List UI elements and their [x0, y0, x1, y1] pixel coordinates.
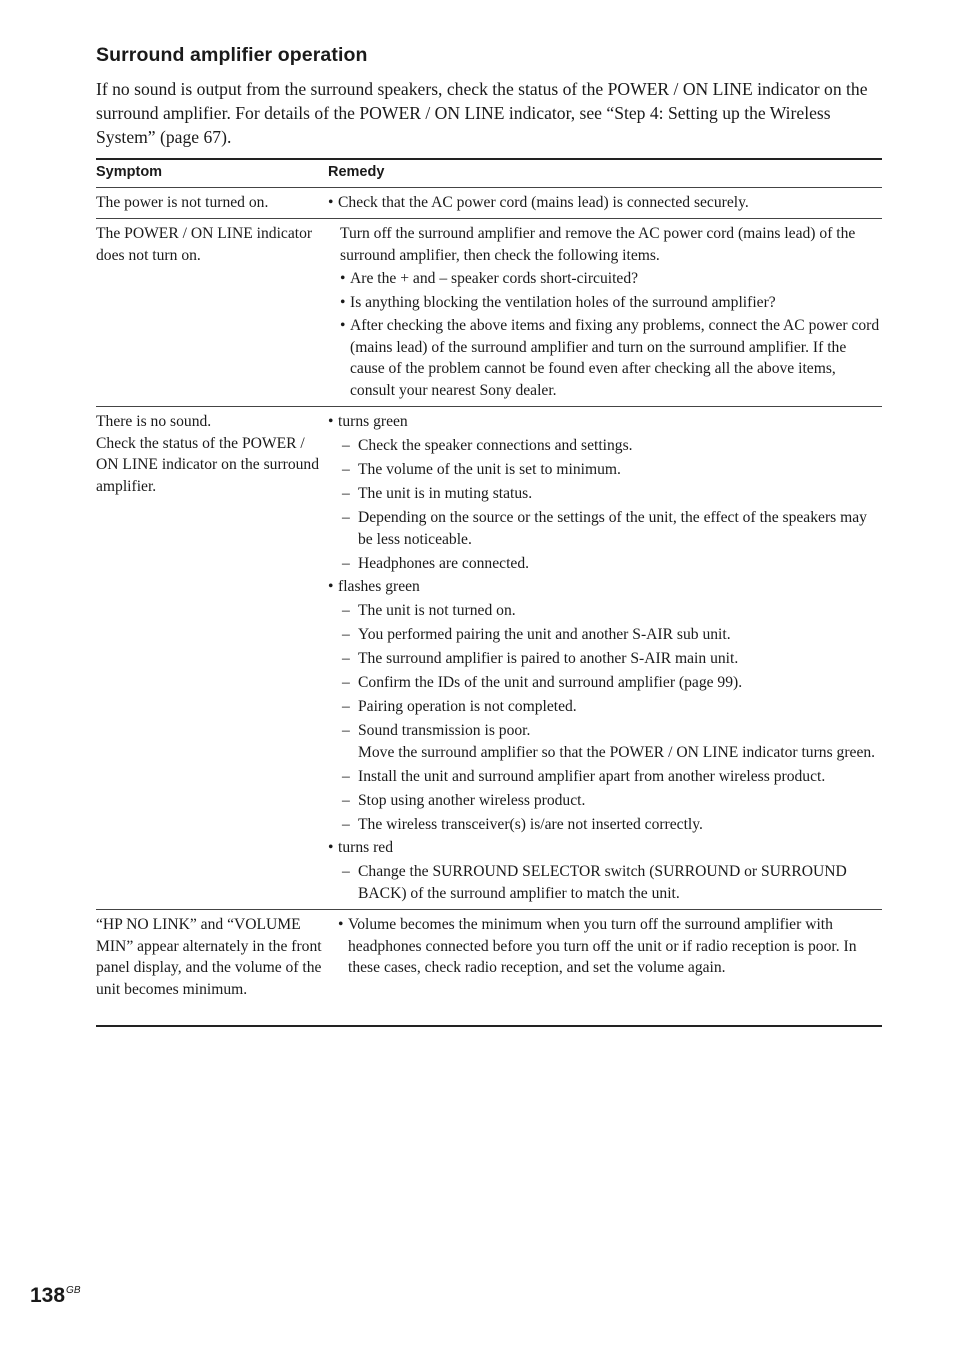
remedy-bullet: • Are the + and – speaker cords short-circuited? — [340, 268, 882, 290]
table-row — [96, 218, 882, 406]
remedy-header: Remedy — [328, 164, 385, 180]
remedy-bullet: • Is anything blocking the ventilation holes of the surround amplifier? — [340, 292, 882, 314]
table-row — [96, 909, 882, 1025]
symptom-cell: The power is not turned on. — [96, 193, 269, 211]
remedy-cell — [340, 219, 882, 406]
status-bullet: • flashes green — [328, 576, 882, 598]
status-bullet: • turns green — [328, 411, 882, 433]
remedy-dash-subtext: Move the surround amplifier so that the POWER / ON LINE indicator turns green. — [358, 743, 876, 761]
remedy-dash-item: – Confirm the IDs of the unit and surround amplifier (page 99). — [328, 672, 882, 694]
table-row — [96, 188, 882, 219]
symptom-cell: “HP NO LINK” and “VOLUME MIN” appear alternately in the front panel display, and the volume of the unit becomes minimum. — [96, 916, 322, 998]
remedy-dash-item: – Install the unit and surround amplifier apart from another wireless product. — [328, 766, 882, 788]
remedy-dash-item: – Check the speaker connections and settings. — [328, 435, 882, 457]
symptom-cell: The POWER / ON LINE indicator does not turn on. — [96, 225, 313, 264]
remedy-dash-item: – The unit is not turned on. — [328, 600, 882, 622]
page-number-suffix: GB — [66, 1285, 81, 1296]
remedy-dash-item: – Change the SURROUND SELECTOR switch (SURROUND or SURROUND BACK) of the surround amplifier to match the unit. — [328, 861, 882, 904]
remedy-bullet: • After checking the above items and fixing any problems, connect the AC power cord (mains lead) of the surround amplifier and turn on the surround amplifier. If the cause of the problem cannot be found even after checking all the above items, consult your nearest Sony dealer. — [340, 315, 882, 401]
intro-paragraph: If no sound is output from the surround speakers, check the status of the POWER / ON LINE indicator on the surround amplifier. For details of the POWER / ON LINE indicator, see “Step 4: Setting up the Wireless System” (page 67). — [96, 79, 868, 147]
remedy-dash-item: – The unit is in muting status. — [328, 483, 882, 505]
symptom-text: Check the status of the POWER / ON LINE indicator on the surround amplifier. — [96, 434, 320, 495]
remedy-dash-item: – You performed pairing the unit and another S-AIR sub unit. — [328, 624, 882, 646]
remedy-bullet: • Check that the AC power cord (mains lead) is connected securely. — [328, 192, 882, 214]
page-number-value: 138 — [30, 1284, 66, 1307]
symptom-cell — [96, 407, 328, 909]
remedy-cell — [328, 188, 882, 219]
remedy-dash-item: – Pairing operation is not completed. — [328, 696, 882, 718]
remedy-dash-item: – Depending on the source or the settings of the unit, the effect of the speakers may be less noticeable. — [328, 507, 882, 550]
remedy-cell — [328, 407, 882, 909]
section-heading: Surround amplifier operation — [96, 44, 368, 66]
symptom-header: Symptom — [96, 164, 163, 180]
status-bullet: • turns red — [328, 837, 882, 859]
remedy-cell — [338, 910, 882, 1025]
remedy-dash-item: – The surround amplifier is paired to another S-AIR main unit. — [328, 648, 882, 670]
remedy-dash-item: – Stop using another wireless product. — [328, 790, 882, 812]
remedy-bullet: • Volume becomes the minimum when you turn off the surround amplifier with headphones connected before you turn off the unit or if radio reception is poor. In these cases, check radio reception, and set the volume again. — [338, 914, 882, 979]
symptom-text: There is no sound. — [96, 413, 212, 430]
remedy-dash-item — [328, 720, 882, 763]
page-number — [30, 1284, 81, 1308]
troubleshooting-table — [96, 158, 882, 1027]
table-header-row — [96, 160, 882, 188]
remedy-dash-item: – The wireless transceiver(s) is/are not inserted correctly. — [328, 814, 882, 836]
remedy-dash-item: – The volume of the unit is set to minimum. — [328, 459, 882, 481]
remedy-dash-text: – Sound transmission is poor. — [358, 722, 531, 739]
remedy-dash-item: – Headphones are connected. — [328, 553, 882, 575]
table-row — [96, 406, 882, 909]
remedy-text: Turn off the surround amplifier and remove the AC power cord (mains lead) of the surround amplifier, then check the following items. — [340, 225, 856, 264]
